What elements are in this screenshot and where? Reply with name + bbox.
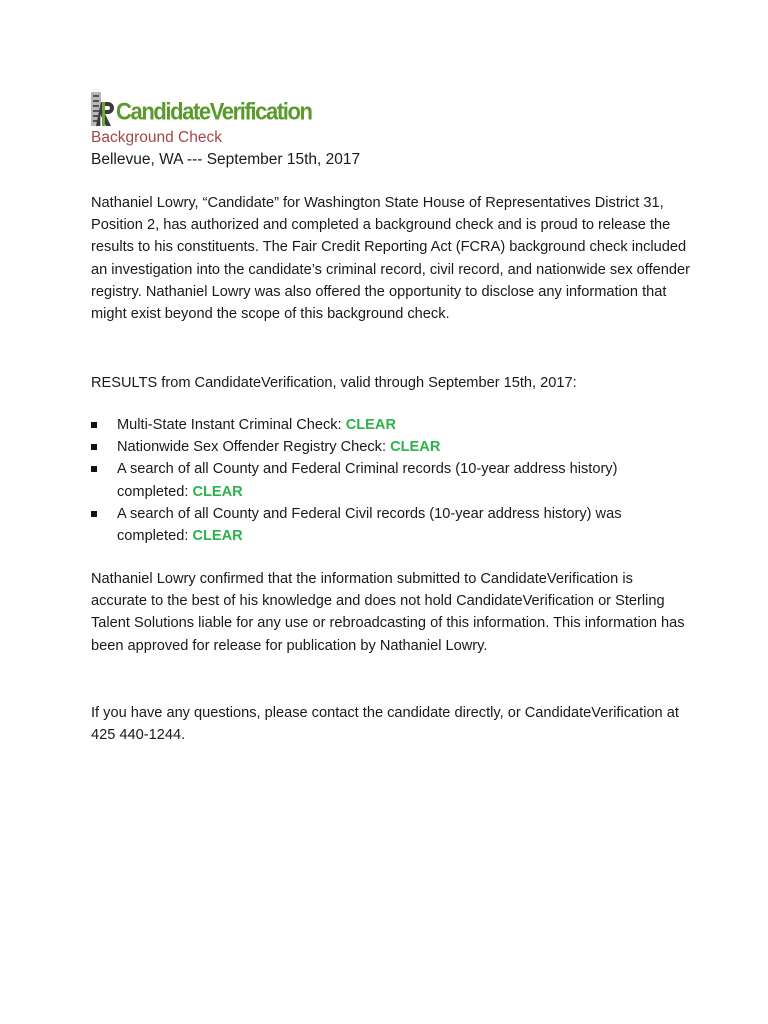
results-heading: RESULTS from CandidateVerification, valid through September 15th, 2017: bbox=[91, 375, 577, 391]
dateline: Bellevue, WA --- September 15th, 2017 bbox=[91, 151, 361, 168]
result-text: Multi-State Instant Criminal Check: bbox=[117, 417, 346, 433]
status-badge: CLEAR bbox=[192, 528, 243, 545]
result-item bbox=[91, 458, 691, 502]
square-bullet-icon bbox=[91, 422, 97, 428]
status-badge: CLEAR bbox=[345, 417, 396, 433]
intro-paragraph: Nathaniel Lowry, “Candidate” for Washington State House of Representatives District 31, Position 2, has authorized and completed a background check and is proud to release the results to his constituents. The Fair Credit Reporting Act (FCRA) background check included an investigation into the candidate’s criminal record, civil record, and nationwide sex offender registry. Nathaniel Lowry was also offered the opportunity to disclose any information that might exist beyond the scope of this background check. bbox=[91, 195, 690, 323]
logo-wordmark: CandidateVerification bbox=[116, 97, 312, 125]
square-bullet-icon bbox=[91, 511, 97, 517]
result-text: A search of all County and Federal Criminal records (10-year address history) completed: bbox=[117, 461, 618, 500]
results-list bbox=[91, 414, 691, 547]
status-badge: CLEAR bbox=[192, 483, 243, 500]
result-item bbox=[91, 436, 691, 458]
result-text: Nationwide Sex Offender Registry Check: bbox=[117, 439, 391, 456]
square-bullet-icon bbox=[91, 444, 97, 450]
confirmation-paragraph: Nathaniel Lowry confirmed that the information submitted to CandidateVerification is accurate to the best of his knowledge and does not hold CandidateVerification or Sterling Talent Solutions liable for any use or rebroadcasting of this information. This information has been approved for release for publication by Nathaniel Lowry. bbox=[91, 571, 685, 654]
contact-paragraph: If you have any questions, please contact the candidate directly, or CandidateVerification at 425 440-1244. bbox=[91, 705, 679, 744]
status-badge: CLEAR bbox=[390, 439, 441, 456]
candidate-verification-logo bbox=[91, 92, 312, 126]
result-item bbox=[91, 503, 691, 547]
document-title: Background Check bbox=[91, 129, 222, 146]
result-item bbox=[91, 414, 691, 436]
result-text: A search of all County and Federal Civil records (10-year address history) was completed: bbox=[117, 505, 622, 545]
square-bullet-icon bbox=[91, 466, 97, 472]
cv-logo-icon bbox=[91, 92, 115, 126]
